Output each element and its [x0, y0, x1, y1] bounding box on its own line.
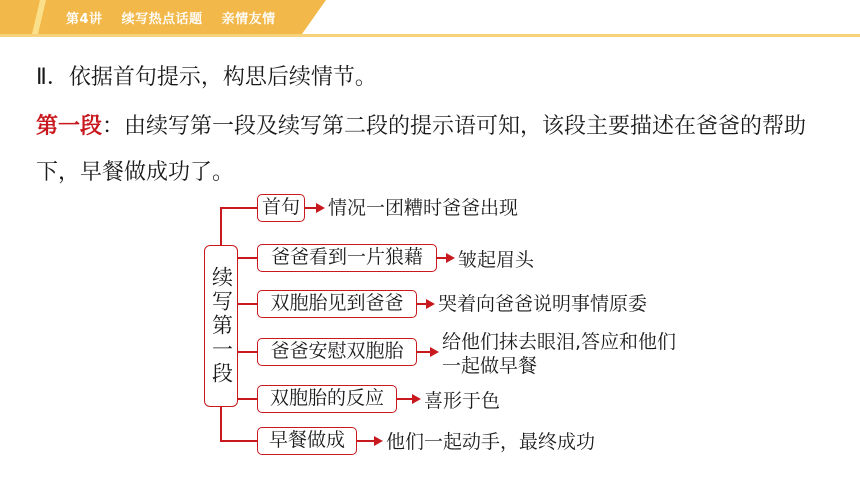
branch-node-6: 早餐做成	[257, 427, 357, 455]
root-label: 续写第一段	[209, 266, 234, 386]
connector-4	[238, 351, 258, 353]
branch-node-5: 双胞胎的反应	[257, 385, 397, 413]
header-title	[66, 8, 290, 27]
header-lesson: 第4讲	[66, 12, 103, 27]
paragraph	[36, 104, 836, 196]
branch-node-3: 双胞胎见到爸爸	[257, 290, 417, 318]
arrow-3	[417, 303, 433, 305]
branch-result-4-line-2: 一起做早餐	[442, 355, 538, 377]
branch-result-3: 哭着向爸爸说明事情原委	[438, 293, 648, 315]
root-node	[204, 245, 238, 407]
connector-1	[220, 207, 258, 209]
connector-5	[238, 398, 258, 400]
connector-3	[238, 303, 258, 305]
arrow-4	[417, 351, 437, 353]
section-title: Ⅱ．依据首句提示，构思后续情节。	[36, 65, 377, 90]
branch-result-2: 皱起眉头	[458, 249, 535, 271]
connector-2	[238, 257, 258, 259]
branch-result-4-line-1: 给他们抹去眼泪,答应和他们	[442, 331, 677, 353]
connector-6	[220, 440, 258, 442]
branch-result-6: 他们一起动手，最终成功	[386, 431, 596, 453]
arrow-1	[305, 207, 323, 209]
branch-result-5: 喜形于色	[424, 390, 501, 412]
paragraph-text: 由续写第一段及续写第二段的提示语可知，该段主要描述在爸爸的帮助下，早餐做成功了。	[36, 114, 807, 185]
branch-node-4: 爸爸安慰双胞胎	[257, 338, 417, 366]
paragraph-colon: ：	[102, 114, 125, 139]
paragraph-lead: 第一段	[36, 114, 103, 139]
arrow-5	[397, 398, 419, 400]
branch-node-2: 爸爸看到一片狼藉	[257, 244, 437, 272]
branch-result-4	[442, 330, 676, 378]
header-subtopic: 亲情友情	[221, 12, 276, 27]
branch-result-1: 情况一团糟时爸爸出现	[328, 197, 519, 219]
header-rule	[0, 34, 860, 37]
header-topic: 续写热点话题	[121, 12, 203, 27]
arrow-2	[437, 257, 453, 259]
arrow-6	[357, 440, 381, 442]
branch-node-1: 首句	[257, 194, 305, 222]
